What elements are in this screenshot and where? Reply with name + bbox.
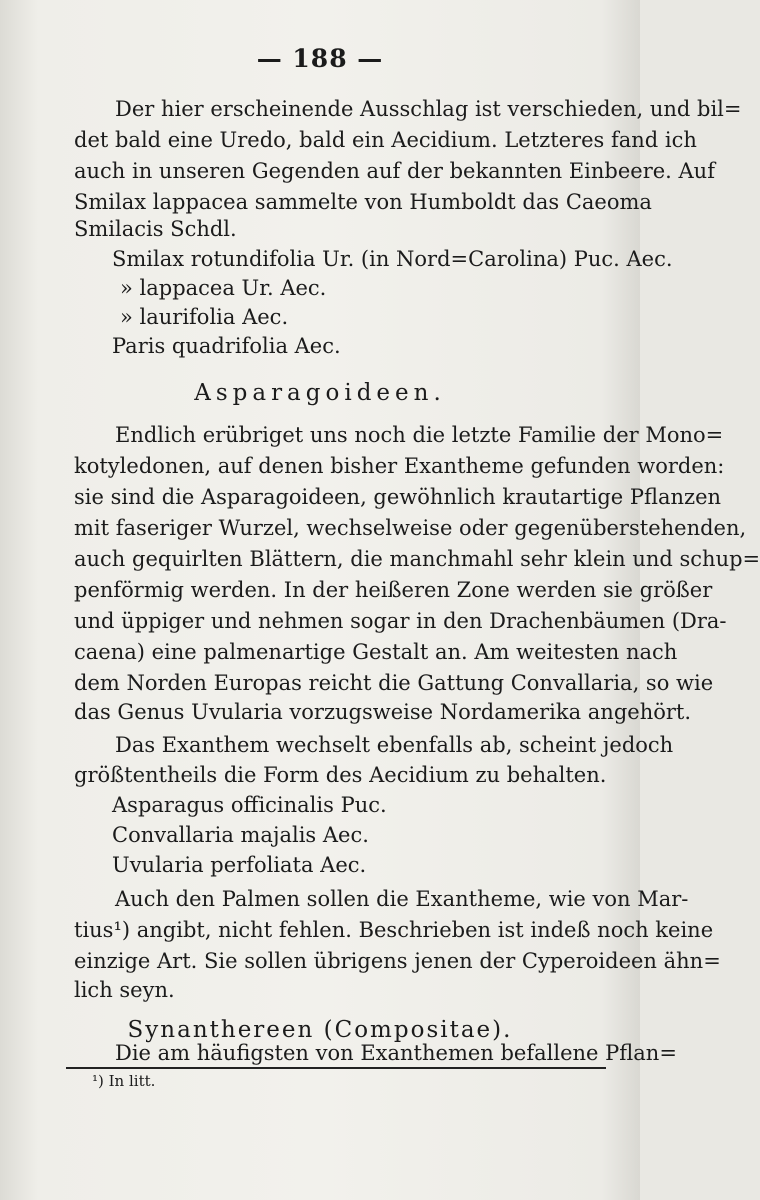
paragraph-line: auch gequirlten Blättern, die manchmahl sehr klein und schup= bbox=[74, 547, 760, 571]
body-line: Der hier erscheinende Ausschlag ist verschieden, und bil= bbox=[115, 97, 742, 121]
paragraph-line: mit faseriger Wurzel, wechselweise oder gegenüberstehenden, bbox=[74, 516, 747, 540]
species-item: Convallaria majalis Aec. bbox=[112, 823, 369, 847]
paragraph-line: einzige Art. Sie sollen übrigens jenen der Cyperoideen ähn= bbox=[74, 949, 721, 973]
paragraph-line: kotyledonen, auf denen bisher Exantheme gefunden worden: bbox=[74, 454, 725, 478]
paragraph-line: caena) eine palmenartige Gestalt an. Am weitesten nach bbox=[74, 640, 678, 664]
paragraph-line: lich seyn. bbox=[74, 978, 175, 1002]
body-line: auch in unseren Gegenden auf der bekannten Einbeere. Auf bbox=[74, 159, 715, 183]
paragraph-line: sie sind die Asparagoideen, gewöhnlich krautartige Pflanzen bbox=[74, 485, 722, 509]
paragraph-line: Die am häufigsten von Exanthemen befallene Pflan= bbox=[115, 1041, 677, 1065]
paragraph-line: Endlich erübriget uns noch die letzte Familie der Mono= bbox=[115, 423, 724, 447]
paragraph-line: Das Exanthem wechselt ebenfalls ab, scheint jedoch bbox=[115, 733, 674, 757]
paragraph-line: tius¹) angibt, nicht fehlen. Beschrieben ist indeß noch keine bbox=[74, 918, 714, 942]
body-line: Smilacis Schdl. bbox=[74, 217, 237, 241]
body-line: Smilax lappacea sammelte von Humboldt das Caeoma bbox=[74, 190, 652, 214]
paragraph-line: dem Norden Europas reicht die Gattung Convallaria, so wie bbox=[74, 671, 714, 695]
section-heading-synanthereen: Synanthereen (Compositae). bbox=[127, 1017, 513, 1043]
species-item: Asparagus officinalis Puc. bbox=[112, 793, 387, 817]
paragraph-line: Auch den Palmen sollen die Exantheme, wie von Mar- bbox=[115, 887, 689, 911]
footnote: ¹) In litt. bbox=[92, 1072, 156, 1090]
paragraph-line: und üppiger und nehmen sogar in den Drachenbäumen (Dra- bbox=[74, 609, 727, 633]
species-item: Smilax rotundifolia Ur. (in Nord=Carolina) Puc. Aec. bbox=[112, 247, 673, 271]
species-item: » laurifolia Aec. bbox=[120, 305, 289, 329]
paragraph-line: das Genus Uvularia vorzugsweise Nordamerika angehört. bbox=[74, 700, 692, 724]
footnote-rule bbox=[66, 1067, 606, 1069]
page-number: — 188 — bbox=[256, 44, 384, 73]
body-line: det bald eine Uredo, bald ein Aecidium. Letzteres fand ich bbox=[74, 128, 697, 152]
paragraph-line: penförmig werden. In der heißeren Zone werden sie größer bbox=[74, 578, 713, 602]
paragraph-line: größtentheils die Form des Aecidium zu behalten. bbox=[74, 763, 607, 787]
species-item: » lappacea Ur. Aec. bbox=[120, 276, 327, 300]
species-item: Uvularia perfoliata Aec. bbox=[112, 853, 367, 877]
species-item: Paris quadrifolia Aec. bbox=[112, 334, 341, 358]
section-heading-asparagoideen: Asparagoideen. bbox=[194, 380, 446, 406]
